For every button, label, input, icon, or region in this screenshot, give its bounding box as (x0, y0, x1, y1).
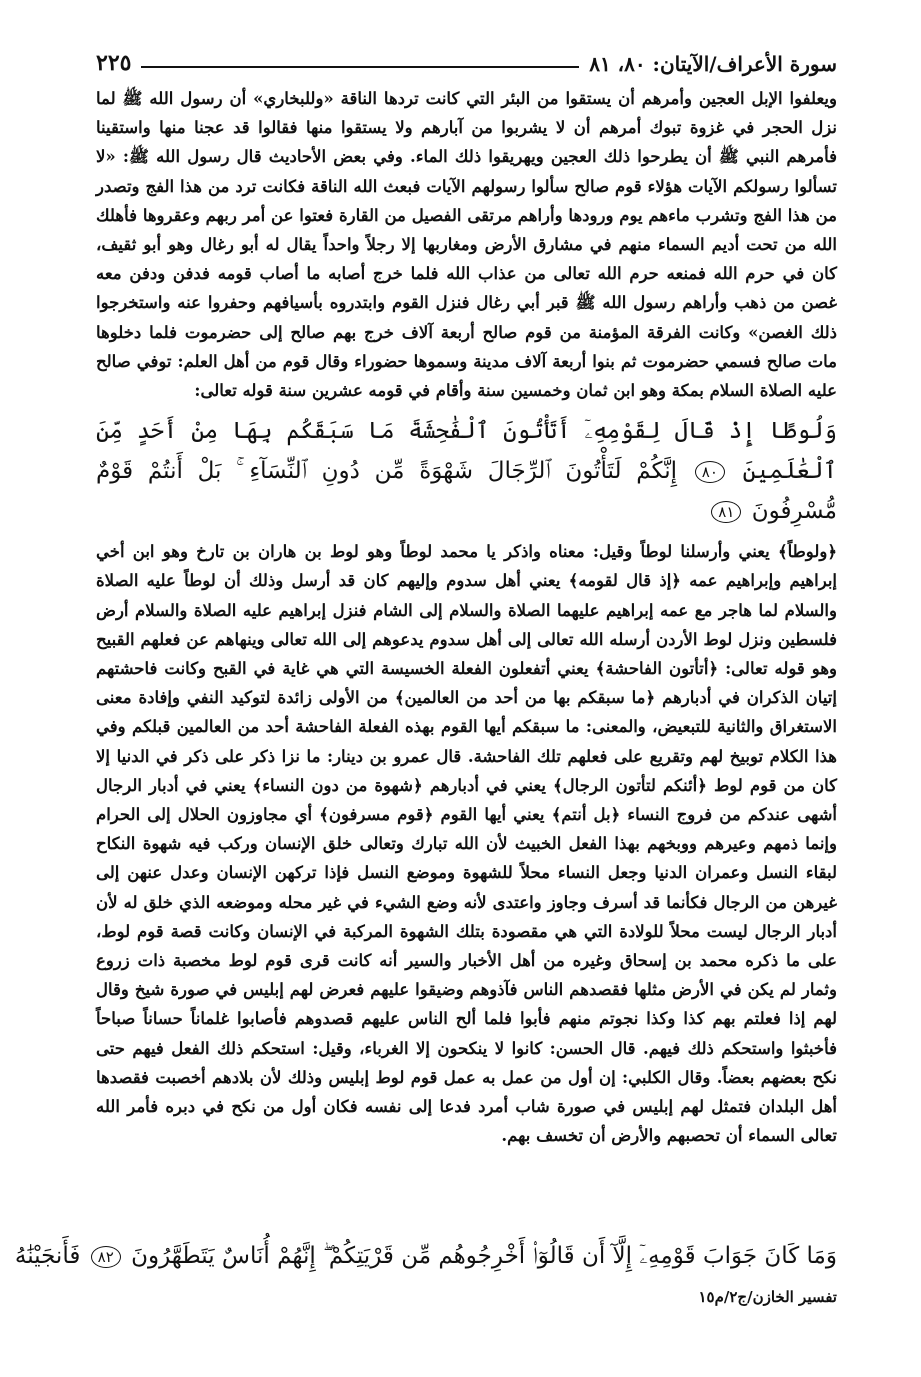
ayah-number-82: ٨٢ (91, 1246, 121, 1268)
running-header (96, 34, 837, 74)
verse-80-text: وَلُوطًا إِذْ قَالَ لِقَوْمِهِۦٓ أَتَأْتُونَ ٱلْفَٰحِشَةَ مَا سَبَقَكُم بِهَا مِنْ أَحَدٍ مِّنَ ٱلْعَٰلَمِينَ (96, 418, 838, 485)
ayah-number-81: ٨١ (711, 501, 741, 523)
verse-83-start: فَأَنجَيْنَٰهُ (14, 1243, 81, 1269)
verse-81-text: إِنَّكُمْ لَتَأْتُونَ ٱلرِّجَالَ شَهْوَةً مِّن دُونِ ٱلنِّسَآءِ ۚ بَلْ أَنتُمْ قَوْمٌ مُّسْرِفُونَ (96, 458, 837, 525)
header-rule (141, 66, 579, 68)
surah-title: سورة الأعراف/الآيتان: ٨٠، ٨١ (589, 52, 837, 76)
tafsir-paragraph: ﴿ولوطاً﴾ يعني وأرسلنا لوطاً وقيل: معناه واذكر يا محمد لوطاً وهو لوط بن هاران بن تارخ وهو ابن أخي إبراهيم وإبراهيم عمه ﴿إذ قال لقومه﴾ يعني أهل سدوم وإليهم كان قد أرسل وذلك أن لوطاً عليه الصلاة والسلام لما هاجر مع عمه إبراهيم عليهما الصلاة والسلام إلى الشام فنزل إبراهيم عليه الصلاة والسلام أرض فلسطين ونزل لوط الأردن أرسله الله تعالى إلى أهل سدوم يدعوهم إلى الله تعالى وينهاهم عن فعلهم القبيح وهو قوله تعالى: ﴿أتأتون الفاحشة﴾ يعني أتفعلون الفعلة الخسيسة التي هي غاية في القبح وكانت فاحشتهم إتيان الذكران في أدبارهم ﴿ما سبقكم بها من أحد من العالمين﴾ من الأولى زائدة لتوكيد النفي وإفادة معنى الاستغراق والثانية للتبعيض، والمعنى: ما سبقكم أيها القوم بهذه الفعلة الفاحشة أحد من العالمين قبلكم وفي هذا الكلام توبيخ لهم وتقريع على فعلهم تلك الفاحشة. قال عمرو بن دينار: ما نزا ذكر على ذكر في الدنيا إلا كان من قوم لوط ﴿أئنكم لتأتون الرجال﴾ يعني في أدبارهم ﴿شهوة من دون النساء﴾ يعني في أدبار الرجال أشهى عندكم من فروج النساء ﴿بل أنتم﴾ يعني أيها القوم ﴿قوم مسرفون﴾ أي مجاوزون الحلال إلى الحرام وإنما ذمهم وعيرهم ووبخهم بهذا الفعل الخبيث لأن الله تبارك وتعالى خلق الإنسان وركب فيه شهوة النكاح لبقاء النسل وعمران الدنيا وجعل النساء محلاً للشهوة وموضع النسل فإذا تركهن الإنسان وعدل عنهن إلى غيرهن من الرجال فكأنما قد أسرف وجاوز واعتدى لأنه وضع الشيء في غير محله وموضعه الذي خلق له لأن أدبار الرجال ليست محلاً للولادة التي هي مقصودة بتلك الشهوة المركبة في الإنسان وكانت قصة قوم لوط، على ما ذكره محمد بن إسحاق وغيره من أهل الأخبار والسير أنه كانت قرى قوم لوط مخصبة ذات زروع وثمار لم يكن في الأرض مثلها فقصدهم الناس فآذوهم وضيقوا عليهم فعرض لهم إبليس في صورة شيخ وقال لهم إذا فعلتم بهم كذا وكذا نجوتم منهم فأبوا فلما ألح الناس عليهم قصدوهم فأصابوا غلماناً حساناً صباحاً فأخبثوا واستحكم ذلك فيهم. قال الحسن: كانوا لا ينكحون إلا الغرباء، وقيل: استحكم ذلك الفعل فيهم حتى نكح بعضهم بعضاً. وقال الكلبي: إن أول من عمل به عمل قوم لوط إبليس وذلك لأن بلادهم أخصبت فقصدها أهل البلدان فتمثل لهم إبليس في صورة شاب أمرد فدعا إلى نفسه فكان أول من نكح في دبره فأمر الله تعالى السماء أن تحصبهم والأرض أن تخسف بهم. (96, 542, 837, 1146)
verse-82-text: وَمَا كَانَ جَوَابَ قَوْمِهِۦٓ إِلَّآ أَن قَالُوٓا۟ أَخْرِجُوهُم مِّن قَرْيَتِكُمْ ۖ إِنَّهُمْ أُنَاسٌ يَتَطَهَّرُونَ (131, 1243, 837, 1269)
tafsir-prose (96, 537, 837, 1150)
intro-prose (96, 84, 837, 405)
page-content (96, 84, 837, 1151)
quran-verse-80-81 (96, 411, 837, 531)
footer-signature: تفسير الخازن/ج٢/م١٥ (698, 1288, 837, 1306)
intro-paragraph: ويعلفوا الإبل العجين وأمرهم أن يستقوا من البئر التي كانت تردها الناقة «وللبخاري» أن رسول الله ﷺ لما نزل الحجر في غزوة تبوك أمرهم أن لا يشربوا من آبارهم ولا يستقوا منها فقالوا قد عجنا منها واستقينا فأمرهم النبي ﷺ أن يطرحوا ذلك العجين ويهريقوا ذلك الماء. وفي بعض الأحاديث قال رسول الله ﷺ: «لا تسألوا رسولكم الآيات هؤلاء قوم صالح سألوا رسولهم الآيات فبعث الله الناقة فكانت ترد من هذا الفج وتصدر من هذا الفج وتشرب ماءهم يوم ورودها وأراهم مرتقى الفصيل من القارة فعتوا عن أمر ربهم وعقروها فأهلك الله من تحت أديم السماء منهم في مشارق الأرض ومغاربها إلا رجلاً واحداً يقال له أبو رغال وهو أبو ثقيف، كان في حرم الله فمنعه حرم الله تعالى من عذاب الله فلما خرج أصابه ما أصاب قومه فدفن ودفن معه غصن من ذهب وأراهم رسول الله ﷺ قبر أبي رغال فنزل القوم وابتدروه بأسيافهم وحفروا عنه واستخرجوا ذلك الغصن» وكانت الفرقة المؤمنة من قوم صالح أربعة آلاف خرج بهم صالح إلى حضرموت فلما دخلوها مات صالح فسمي حضرموت ثم بنوا أربعة آلاف مدينة وسموها حضوراء وقال قوم من أهل العلم: توفي صالح عليه الصلاة السلام بمكة وهو ابن ثمان وخمسين سنة وأقام في قومه عشرين سنة قوله تعالى: (96, 89, 837, 401)
page-number: ٢٢٥ (96, 50, 132, 76)
quran-verse-82 (14, 1236, 837, 1276)
ayah-number-80: ٨٠ (695, 461, 725, 483)
